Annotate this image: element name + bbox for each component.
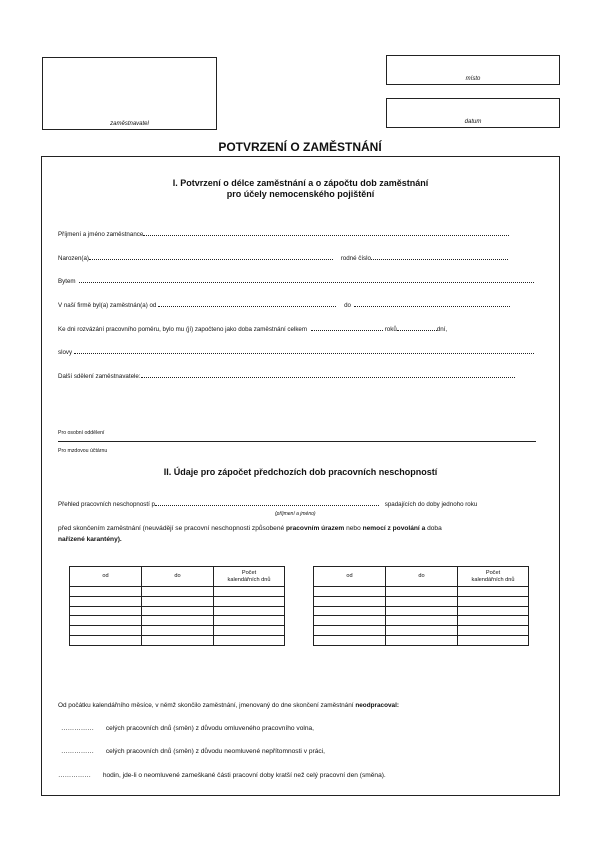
col-to: do [386, 567, 458, 587]
from-cell[interactable] [70, 635, 142, 645]
from-cell[interactable] [314, 596, 386, 606]
date-caption: datum [464, 119, 482, 125]
to-cell[interactable] [386, 616, 458, 626]
days-cell[interactable] [458, 596, 529, 606]
words-label: slovy [58, 349, 73, 356]
total-field[interactable] [311, 325, 383, 331]
sick-leave-table-right [313, 566, 529, 646]
words-field[interactable] [74, 348, 534, 354]
days-cell[interactable] [458, 635, 529, 645]
residence-label: Bytem [58, 278, 76, 285]
date-box[interactable] [386, 98, 560, 128]
days-cell[interactable] [458, 626, 529, 636]
from-cell[interactable] [314, 616, 386, 626]
item-excused-row [61, 726, 314, 733]
days-cell[interactable] [458, 587, 529, 597]
born-row [58, 254, 508, 262]
table-header-row [70, 567, 285, 587]
col-to: do [142, 567, 214, 587]
employed-from-field[interactable] [158, 301, 336, 307]
item-unexcused-text: celých pracovních dnů (směn) z důvodu neomluvené nepřítomnosti v práci, [105, 748, 325, 755]
surname-row [58, 230, 509, 238]
col-from: od [70, 567, 142, 587]
table-row [314, 635, 529, 645]
born-label: Narozen(a) [58, 255, 89, 262]
from-cell[interactable] [70, 626, 142, 636]
to-cell[interactable] [142, 616, 214, 626]
to-cell[interactable] [386, 596, 458, 606]
table-row [70, 626, 285, 636]
overview-name-field[interactable] [155, 500, 379, 506]
from-cell[interactable] [314, 606, 386, 616]
payroll-dept-label: Pro mzdovou účtárnu [58, 448, 108, 454]
from-cell[interactable] [70, 587, 142, 597]
section2-heading: II. Údaje pro zápočet předchozích dob pracovních neschopností [163, 467, 438, 477]
residence-row [58, 277, 534, 285]
table-row [70, 596, 285, 606]
employer-caption: zaměstnavatel [110, 121, 149, 127]
termination-text: Ke dni rozvázání pracovního poměru, bylo mu (jí) započteno jako doba zaměstnání celkem [58, 326, 308, 333]
days-cell[interactable] [214, 616, 285, 626]
section1-heading: I. Potvrzení o délce zaměstnání a o zápočtu dob zaměstnání pro účely nemocenského pojištění [172, 178, 429, 199]
section-divider [58, 441, 536, 442]
item-excused-text: celých pracovních dnů (směn) z důvodu omluveného pracovního volna, [105, 725, 315, 732]
to-cell[interactable] [386, 635, 458, 645]
days-label: dní, [436, 326, 448, 333]
days-cell[interactable] [458, 616, 529, 626]
table-row [314, 616, 529, 626]
from-cell[interactable] [70, 606, 142, 616]
to-cell[interactable] [142, 606, 214, 616]
month-statement: Od počátku kalendářního měsíce, v němž skončilo zaměstnání, jmenovaný do dne skončení zaměstnání neodpracoval: [58, 702, 400, 709]
name-caption: (příjmení a jméno) [275, 511, 316, 517]
to-cell[interactable] [142, 635, 214, 645]
to-cell[interactable] [386, 626, 458, 636]
birth-number-label: rodné číslo [340, 255, 371, 262]
place-caption: místo [465, 76, 481, 82]
to-cell[interactable] [386, 587, 458, 597]
overview-suffix: spadajících do doby jednoho roku [384, 501, 478, 508]
to-label: do [344, 302, 351, 309]
employer-box[interactable] [42, 57, 217, 130]
from-cell[interactable] [70, 596, 142, 606]
table-row [70, 587, 285, 597]
col-days: Počet kalendářních dnů [214, 567, 285, 587]
from-cell[interactable] [314, 626, 386, 636]
years-label: roků [384, 326, 397, 333]
surname-field[interactable] [143, 230, 509, 236]
days-cell[interactable] [458, 606, 529, 616]
born-field[interactable] [89, 254, 333, 260]
employed-label: V naší firmě byl(a) zaměstnán(a) od [58, 302, 157, 309]
birth-number-field[interactable] [371, 254, 508, 260]
days-cell[interactable] [214, 596, 285, 606]
table-row [314, 596, 529, 606]
table-row [70, 635, 285, 645]
other-label: Další sdělení zaměstnavatele: [58, 373, 141, 380]
exclusion-sentence: před skončením zaměstnání (neuvádějí se pracovní neschopnosti způsobené pracovním úrazem nebo nemocí z povolání a doba nařízené karantény). [58, 525, 442, 543]
words-row [58, 348, 534, 356]
termination-row [58, 325, 447, 333]
from-cell[interactable] [70, 616, 142, 626]
to-cell[interactable] [142, 587, 214, 597]
table-row [70, 606, 285, 616]
to-cell[interactable] [386, 606, 458, 616]
employed-to-field[interactable] [354, 301, 510, 307]
table-row [314, 587, 529, 597]
overview-row [58, 500, 477, 508]
residence-field[interactable] [79, 277, 534, 283]
overview-label: Přehled pracovních neschopností p [58, 501, 155, 508]
sick-leave-table-left [69, 566, 285, 646]
place-box[interactable] [386, 55, 560, 85]
to-cell[interactable] [142, 596, 214, 606]
other-field[interactable] [141, 372, 515, 378]
col-from: od [314, 567, 386, 587]
from-cell[interactable] [314, 635, 386, 645]
item-unexcused-row [61, 749, 325, 756]
from-cell[interactable] [314, 587, 386, 597]
item-unexcused-field[interactable]: …………… [61, 748, 94, 755]
to-cell[interactable] [142, 626, 214, 636]
table-header-row [314, 567, 529, 587]
days-cell[interactable] [214, 606, 285, 616]
table-row [70, 616, 285, 626]
page-title: POTVRZENÍ O ZAMĚSTNÁNÍ [218, 140, 382, 154]
days-cell[interactable] [214, 635, 285, 645]
col-days: Počet kalendářních dnů [458, 567, 529, 587]
table-row [314, 606, 529, 616]
item-hours-text: hodin, jde-li o neomluvené zameškané části pracovní doby kratší než celý pracovní den (směna). [102, 772, 386, 779]
days-cell[interactable] [214, 626, 285, 636]
surname-label: Příjmení a jméno zaměstnance [58, 231, 144, 238]
table-row [314, 626, 529, 636]
item-excused-field[interactable]: …………… [61, 725, 94, 732]
years-field[interactable] [397, 325, 437, 331]
hr-dept-label: Pro osobní oddělení [58, 430, 105, 436]
item-hours-row [58, 773, 386, 780]
item-hours-field[interactable]: …………… [58, 772, 91, 779]
days-cell[interactable] [214, 587, 285, 597]
employed-row [58, 301, 510, 309]
other-row [58, 372, 515, 380]
